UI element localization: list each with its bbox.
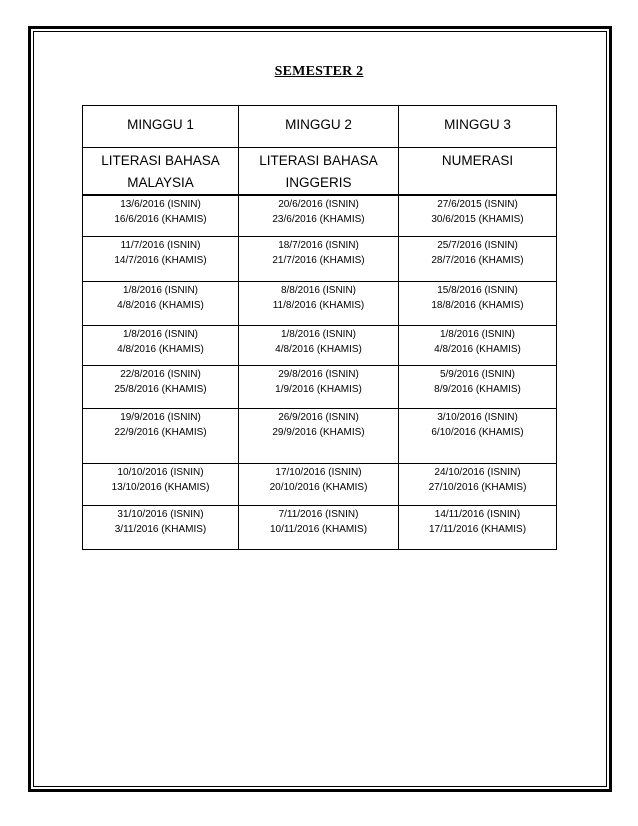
subject-header-row xyxy=(83,148,557,195)
date-cell xyxy=(83,196,239,237)
subject-line: MALAYSIA xyxy=(127,175,194,190)
monday-date: 24/10/2016 (ISNIN) xyxy=(434,467,521,478)
monday-date: 22/8/2016 (ISNIN) xyxy=(120,369,201,380)
date-cell xyxy=(399,366,557,409)
date-cell xyxy=(399,506,557,550)
thursday-date: 17/11/2016 (KHAMIS) xyxy=(428,524,527,535)
date-cell xyxy=(239,409,399,464)
date-cell xyxy=(399,282,557,326)
monday-date: 14/11/2016 (ISNIN) xyxy=(434,509,521,520)
date-cell xyxy=(239,237,399,282)
table-row xyxy=(83,326,557,366)
thursday-date: 23/6/2016 (KHAMIS) xyxy=(272,214,365,225)
subject-line: LITERASI BAHASA xyxy=(259,153,378,168)
thursday-date: 22/9/2016 (KHAMIS) xyxy=(114,427,207,438)
thursday-date: 1/9/2016 (KHAMIS) xyxy=(275,384,362,395)
monday-date: 11/7/2016 (ISNIN) xyxy=(120,240,201,251)
date-cell xyxy=(83,326,239,366)
thursday-date: 29/9/2016 (KHAMIS) xyxy=(272,427,365,438)
table-row xyxy=(83,196,557,237)
date-cell xyxy=(83,366,239,409)
monday-date: 3/10/2016 (ISNIN) xyxy=(437,412,518,423)
thursday-date: 8/9/2016 (KHAMIS) xyxy=(434,384,521,395)
thursday-date: 4/8/2016 (KHAMIS) xyxy=(117,344,204,355)
subject-line: INGGERIS xyxy=(285,175,352,190)
thursday-date: 10/11/2016 (KHAMIS) xyxy=(269,524,368,535)
date-cell xyxy=(399,196,557,237)
table-row xyxy=(83,282,557,326)
thursday-date: 16/6/2016 (KHAMIS) xyxy=(114,214,207,225)
thursday-date: 4/8/2016 (KHAMIS) xyxy=(117,300,204,311)
schedule-date-table xyxy=(82,195,557,550)
subject-line: NUMERASI xyxy=(441,153,514,168)
monday-date: 26/9/2016 (ISNIN) xyxy=(278,412,359,423)
thursday-date: 3/11/2016 (KHAMIS) xyxy=(114,524,207,535)
monday-date: 7/11/2016 (ISNIN) xyxy=(278,509,359,520)
monday-date: 15/8/2016 (ISNIN) xyxy=(437,285,518,296)
monday-date: 1/8/2016 (ISNIN) xyxy=(439,329,516,340)
subject-header-cell xyxy=(83,148,239,195)
monday-date: 20/6/2016 (ISNIN) xyxy=(278,199,359,210)
thursday-date: 13/10/2016 (KHAMIS) xyxy=(111,482,210,493)
table-row xyxy=(83,366,557,409)
monday-date: 10/10/2016 (ISNIN) xyxy=(117,467,204,478)
date-cell xyxy=(239,326,399,366)
page-title: SEMESTER 2 xyxy=(274,64,364,79)
table-row xyxy=(83,506,557,550)
thursday-date: 25/8/2016 (KHAMIS) xyxy=(114,384,207,395)
table-row xyxy=(83,464,557,506)
monday-date: 8/8/2016 (ISNIN) xyxy=(280,285,357,296)
monday-date: 18/7/2016 (ISNIN) xyxy=(278,240,359,251)
date-cell xyxy=(83,282,239,326)
thursday-date: 4/8/2016 (KHAMIS) xyxy=(434,344,521,355)
thursday-date: 18/8/2016 (KHAMIS) xyxy=(431,300,524,311)
date-cell xyxy=(399,326,557,366)
table-row xyxy=(83,409,557,464)
date-cell xyxy=(83,506,239,550)
monday-date: 19/9/2016 (ISNIN) xyxy=(120,412,201,423)
date-cell xyxy=(239,196,399,237)
week-header-cell: MINGGU 3 xyxy=(399,106,557,148)
thursday-date: 21/7/2016 (KHAMIS) xyxy=(272,255,365,266)
subject-header-cell xyxy=(399,148,557,195)
thursday-date: 11/8/2016 (KHAMIS) xyxy=(272,300,365,311)
monday-date: 25/7/2016 (ISNIN) xyxy=(437,240,518,251)
date-cell xyxy=(239,464,399,506)
subject-line: LITERASI BAHASA xyxy=(101,153,220,168)
monday-date: 29/8/2016 (ISNIN) xyxy=(278,369,359,380)
thursday-date: 27/10/2016 (KHAMIS) xyxy=(428,482,527,493)
thursday-date: 6/10/2016 (KHAMIS) xyxy=(431,427,524,438)
week-header-cell: MINGGU 2 xyxy=(239,106,399,148)
date-cell xyxy=(399,464,557,506)
date-cell xyxy=(239,282,399,326)
schedule-header-table xyxy=(82,105,557,195)
subject-header-cell xyxy=(239,148,399,195)
table-row xyxy=(83,237,557,282)
thursday-date: 4/8/2016 (KHAMIS) xyxy=(275,344,362,355)
thursday-date: 20/10/2016 (KHAMIS) xyxy=(269,482,368,493)
date-cell xyxy=(239,506,399,550)
monday-date: 1/8/2016 (ISNIN) xyxy=(280,329,357,340)
date-cell xyxy=(83,409,239,464)
week-header-cell: MINGGU 1 xyxy=(83,106,239,148)
date-cell xyxy=(83,464,239,506)
thursday-date: 30/6/2015 (KHAMIS) xyxy=(431,214,524,225)
monday-date: 13/6/2016 (ISNIN) xyxy=(120,199,201,210)
week-header-row xyxy=(83,106,557,148)
monday-date: 17/10/2016 (ISNIN) xyxy=(275,467,362,478)
monday-date: 1/8/2016 (ISNIN) xyxy=(122,329,199,340)
monday-date: 1/8/2016 (ISNIN) xyxy=(122,285,199,296)
thursday-date: 28/7/2016 (KHAMIS) xyxy=(431,255,524,266)
date-cell xyxy=(83,237,239,282)
monday-date: 5/9/2016 (ISNIN) xyxy=(439,369,516,380)
thursday-date: 14/7/2016 (KHAMIS) xyxy=(114,255,207,266)
date-cell xyxy=(239,366,399,409)
monday-date: 31/10/2016 (ISNIN) xyxy=(117,509,204,520)
monday-date: 27/6/2015 (ISNIN) xyxy=(437,199,518,210)
date-cell xyxy=(399,237,557,282)
date-cell xyxy=(399,409,557,464)
